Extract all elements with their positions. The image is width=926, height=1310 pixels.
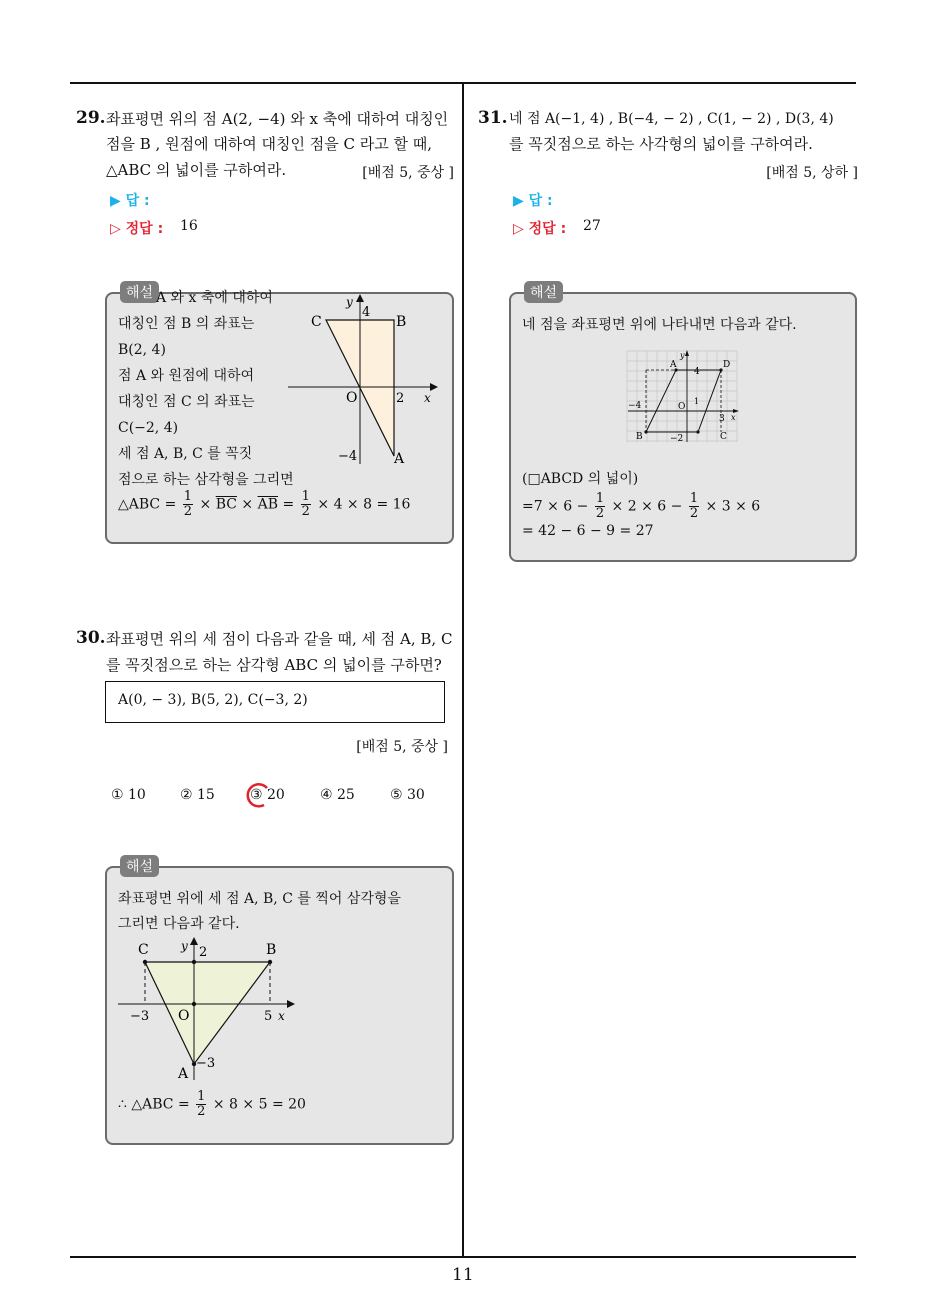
q31-correct-label: ▷ 정답 : [513,221,567,237]
q30-choice-3[interactable]: ③ 20 [250,787,285,803]
q31-area-label: (□ABCD 의 넓이) [522,471,639,487]
q29-solution-tag: 해설 [120,281,159,303]
q31-points: [배점 5, 상하 ] [766,165,858,181]
point-axis-c [192,960,196,964]
q29-line1: 좌표평면 위의 점 A(2, −4) 와 x 축에 대하여 대칭인 [106,110,449,128]
q31-solution-formula1: =7 × 6 − $\frac{1}{2}$ × 2 × 6 − $\frac{1}{2}$ × 3 × 6 [522,491,761,521]
label-b: B [266,942,277,958]
q30-formula-suffix: × 8 × 5 = 20 [212,1096,306,1113]
x-axis-label: x [731,413,736,422]
q29-sol-line: 세 점 A, B, C 를 꼭짓 [118,446,253,462]
tick-1: 1 [694,397,700,406]
q31-answer-label: ▶ 답 : [513,193,553,209]
q31-half-fraction: $\frac{1}{2}$ [689,491,699,521]
tick-neg2: −2 [670,434,684,444]
page-number: 11 [452,1265,474,1285]
q29-sol-line: B(2, 4) [118,342,166,358]
q29-sol-line: A 와 x 축에 대하여 [156,290,273,306]
column-divider [462,82,464,1257]
q30-triangle-abc [145,962,273,1064]
q29-line2: 점을 B , 원점에 대하여 대칭인 점을 C 라고 할 때, [106,135,433,153]
label-b: B [396,314,407,330]
q29-half-fraction: $\frac{1}{2}$ [301,489,310,519]
tick-4: 4 [694,367,700,377]
q30-formula-prefix: ∴ △ABC = [118,1096,190,1113]
label-c: C [311,314,322,330]
q29-sol-line: 대칭인 점 B 의 좌표는 [118,316,255,332]
label-b: B [636,432,643,442]
bottom-rule [70,1256,856,1258]
tick-neg4: −4 [628,401,642,411]
label-a: A [670,360,677,370]
label-c: C [720,432,727,442]
x-axis-label: x [278,1009,285,1023]
q30-solution-formula [118,1090,306,1119]
q31-sol-line1: 네 점을 좌표평면 위에 나타내면 다음과 같다. [522,317,797,333]
tick-2: 2 [396,391,405,406]
q29-segment-bc: $\overline{BC}$ [215,496,237,513]
q31-line2: 를 꼭짓점으로 하는 사각형의 넓이를 구하여라. [509,135,813,153]
point-o [192,1002,196,1006]
q29-correct-label: ▷ 정답 : [110,221,164,237]
y-axis-arrow-icon [356,294,364,302]
q31-half-fraction: $\frac{1}{2}$ [595,491,605,521]
q30-choice-4[interactable]: ④ 25 [320,787,355,803]
label-a: A [178,1066,189,1082]
tick-neg3-y: −3 [196,1056,216,1071]
point-c [143,960,147,964]
label-origin: O [178,1008,190,1024]
q30-solution-tag: 해설 [120,855,159,877]
q29-formula-suffix: × 4 × 8 = 16 [317,496,411,513]
tick-4: 4 [362,305,371,320]
q30-choice-1[interactable]: ① 10 [111,787,146,803]
grid [627,351,737,442]
tick-neg3: −3 [130,1009,150,1024]
tick-2: 2 [199,945,208,960]
q29-points: [배점 5, 중상 ] [362,165,454,181]
q29-sol-line: 점으로 하는 삼각형을 그리면 [118,472,294,488]
q29-segment-ab: $\overline{AB}$ [257,496,279,513]
label-a: A [394,451,405,467]
y-axis-arrow-icon [190,937,198,945]
q29-formula-prefix: △ABC = [118,496,177,513]
q29-sol-line: 점 A 와 원점에 대하여 [118,368,255,384]
label-origin: O [346,390,358,406]
y-axis-label: y [346,295,353,309]
tick-3: 3 [719,414,725,424]
q30-choice-2[interactable]: ② 15 [180,787,215,803]
q29-answer-label: ▶ 답 : [110,193,150,209]
q31-correct-value: 27 [583,218,601,234]
y-axis-label: y [181,939,188,953]
x-axis-label: x [424,391,431,405]
tick-5: 5 [264,1009,273,1024]
q31-solution-formula2: = 42 − 6 − 9 = 27 [522,523,654,539]
q31-number: 31. [478,108,508,128]
q30-box-text: A(0, − 3), B(5, 2), C(−3, 2) [118,692,308,708]
q29-graph [282,290,452,470]
answer-circle-icon [243,780,273,810]
point-b [644,430,647,433]
q30-line1: 좌표평면 위의 세 점이 다음과 같을 때, 세 점 A, B, C [106,630,453,648]
x-axis-arrow-icon [430,383,438,391]
q29-solution-formula: △ABC = $\frac{1}{2}$ × $\overline{BC} \times \overline{AB}$ = $\frac{1}{2}$ × 4 × 8 = 16 [118,489,411,519]
q29-sol-line: 대칭인 점 C 의 좌표는 [118,394,255,410]
q29-line3: △ABC 의 넓이를 구하여라. [106,161,287,179]
q29-correct-value: 16 [180,218,198,234]
q30-sol-line1: 좌표평면 위에 세 점 A, B, C 를 찍어 삼각형을 [118,891,401,907]
tick-neg4: −4 [338,449,358,464]
q30-points: [배점 5, 중상 ] [356,739,448,755]
q31-graph [624,348,742,444]
q29-half-fraction: $\frac{1}{2}$ [183,489,193,519]
label-origin: O [678,402,686,412]
x-axis-arrow-icon [287,1000,295,1008]
q30-graph [112,934,302,1084]
q30-half-fraction: $\frac{1}{2}$ [197,1089,206,1119]
q30-number: 30. [76,628,106,648]
q29-number: 29. [76,108,106,128]
q29-sol-line: C(−2, 4) [118,420,179,436]
y-axis-label: y [680,351,685,360]
point-b [268,960,272,964]
q30-line2: 를 꼭짓점으로 하는 삼각형 ABC 의 넓이를 구하면? [106,656,442,674]
q30-choice-5[interactable]: ⑤ 30 [390,787,425,803]
label-c: C [138,942,149,958]
point-c [696,430,699,433]
label-d: D [723,360,731,370]
q31-solution-tag: 해설 [524,281,563,303]
q31-line1: 네 점 A(−1, 4) , B(−4, − 2) , C(1, − 2) , D(3, 4) [509,111,834,127]
q30-sol-line2: 그리면 다음과 같다. [118,916,240,932]
